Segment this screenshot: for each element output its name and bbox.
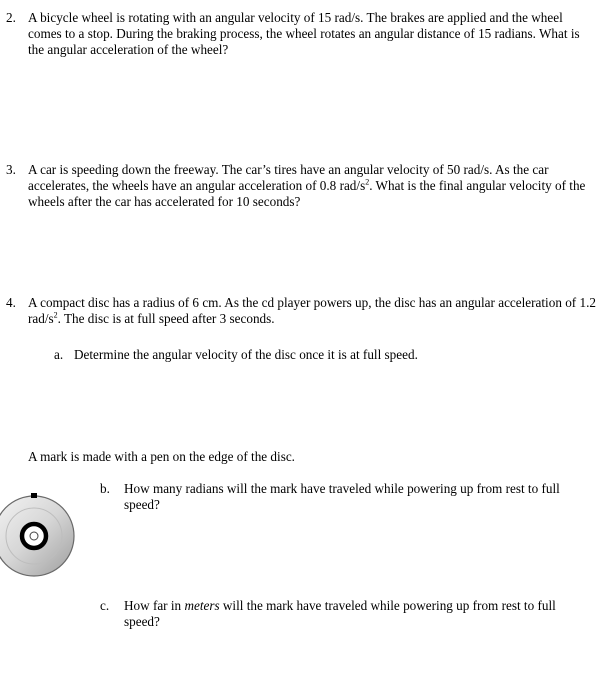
superscript: 2	[365, 177, 370, 187]
subquestion-text: How many radians will the mark have traveled while powering up from rest to full speed?	[124, 481, 560, 512]
emphasis: meters	[184, 598, 220, 613]
subquestion-label: b.	[100, 481, 110, 496]
disc-center-hole	[30, 532, 38, 540]
subquestion-label: a.	[54, 347, 64, 362]
pen-mark	[31, 493, 37, 498]
superscript: 2	[53, 310, 58, 320]
question-number: 3.	[6, 162, 16, 177]
subquestion-text: How far in meters will the mark have traveled while powering up from rest to full speed?	[124, 598, 556, 629]
question-text: A compact disc has a radius of 6 cm. As the cd player powers up, the disc has an angular acceleration of 1.2 rad/$s^2$. The disc is at full speed after 3 seconds.	[28, 295, 596, 326]
question-text: A car is speeding down the freeway. The car’s tires have an angular velocity of 50 rad/s. As the car accelerates, the wheels have an angular acceleration of 0.8 rad/$s^2$. What is the final angular velocity of the wheels after the car has accelerated for 10 seconds?	[28, 162, 586, 209]
subquestion-text: Determine the angular velocity of the disc once it is at full speed.	[74, 347, 418, 362]
mark-note: A mark is made with a pen on the edge of the disc.	[28, 449, 295, 464]
question-number: 2.	[6, 10, 16, 25]
question-number: 4.	[6, 295, 16, 310]
question-text: A bicycle wheel is rotating with an angular velocity of 15 rad/s. The brakes are applied and the wheel comes to a stop. During the braking process, the wheel rotates an angular distance of 15 radians. What is the angular acceleration of the wheel?	[28, 10, 580, 57]
subquestion-label: c.	[100, 598, 110, 613]
compact-disc-illustration	[0, 484, 80, 594]
